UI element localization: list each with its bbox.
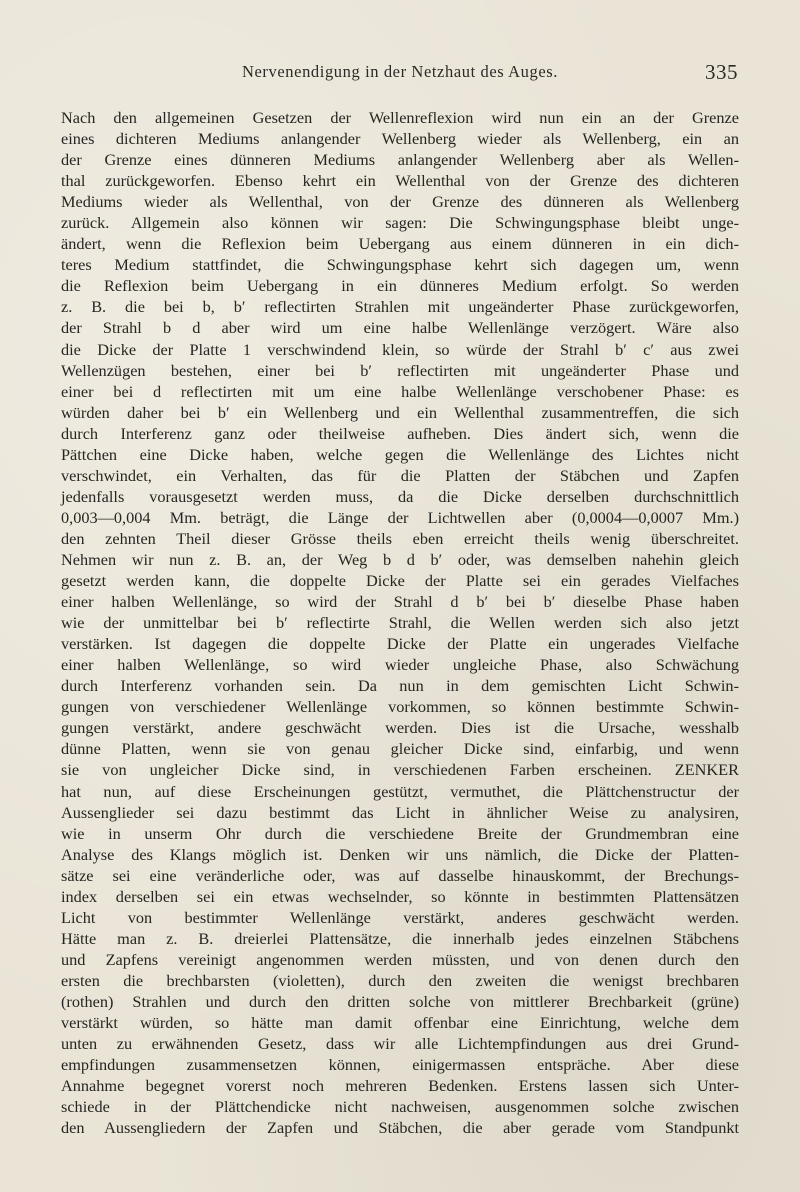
text-line: verstärkt würden, so hätte man damit offenbar eine Einrichtung, welche dem [61, 1013, 739, 1033]
text-line: die Dicke der Platte 1 verschwindend klein, so würde der Strahl b′ c′ aus zwei [61, 339, 739, 359]
text-line: dünne Platten, wenn sie von genau gleicher Dicke sind, einfarbig, und wenn [61, 739, 739, 759]
text-line: eines dichteren Mediums anlangender Wellenberg wieder als Wellenberg, ein an [61, 129, 739, 149]
text-line: ändert, wenn die Reflexion beim Uebergang aus einem dünneren in ein dich- [61, 234, 739, 254]
text-line: den Aussengliedern der Zapfen und Stäbchen, die aber gerade vom Standpunkt [61, 1118, 739, 1138]
text-line: schiede in der Plättchendicke nicht nachweisen, ausgenommen solche zwischen [61, 1097, 739, 1117]
text-line: jedenfalls vorausgesetzt werden muss, da die Dicke derselben durchschnittlich [61, 486, 739, 506]
text-line: hat nun, auf diese Erscheinungen gestützt, vermuthet, die Plättchenstructur der [61, 781, 739, 801]
text-line: die Reflexion beim Uebergang in ein dünneres Medium erfolgt. So werden [61, 276, 739, 296]
text-line: Hätte man z. B. dreierlei Plattensätze, die innerhalb jedes einzelnen Stäbchens [61, 928, 739, 948]
text-line: gungen verstärkt, andere geschwächt werden. Dies ist die Ursache, wesshalb [61, 718, 739, 738]
text-line: empfindungen zusammensetzen können, einigermassen entspräche. Aber diese [61, 1055, 739, 1075]
text-line: Wellenzügen bestehen, einer bei b′ reflectirten mit ungeänderter Phase und [61, 360, 739, 380]
text-line: sie von ungleicher Dicke sind, in verschiedenen Farben erscheinen. ZENKER [61, 760, 739, 780]
text-line: gungen von verschiedener Wellenlänge vorkommen, so können bestimmte Schwin- [61, 697, 739, 717]
text-line: wie der unmittelbar bei b′ reflectirte Strahl, die Wellen werden sich also jetzt [61, 613, 739, 633]
text-line: zurück. Allgemein also können wir sagen: Die Schwingungsphase bleibt unge- [61, 213, 739, 233]
text-line: thal zurückgeworfen. Ebenso kehrt ein Wellenthal von der Grenze des dichteren [61, 171, 739, 191]
body-text [61, 107, 739, 1138]
text-line: gesetzt werden kann, die doppelte Dicke der Platte sei ein gerades Vielfaches [61, 571, 739, 591]
text-line: (rothen) Strahlen und durch den dritten solche von mittlerer Brechbarkeit (grüne) [61, 991, 739, 1011]
text-line: der Grenze eines dünneren Mediums anlangender Wellenberg aber als Wellen- [61, 150, 739, 170]
text-line: einer halben Wellenlänge, so wird der Strahl d b′ bei b′ dieselbe Phase haben [61, 592, 739, 612]
text-line: teres Medium stattfindet, die Schwingungsphase kehrt sich dagegen um, wenn [61, 255, 739, 275]
text-line: 0,003—0,004 Mm. beträgt, die Länge der Lichtwellen aber (0,0004—0,0007 Mm.) [61, 507, 739, 527]
page-header [60, 62, 740, 88]
text-line: durch Interferenz vorhanden sein. Da nun in dem gemischten Licht Schwin- [61, 676, 739, 696]
text-line: Mediums wieder als Wellenthal, von der Grenze des dünneren als Wellenberg [61, 192, 739, 212]
text-line: würden daher bei b′ ein Wellenberg und ein Wellenthal zusammentreffen, die sich [61, 402, 739, 422]
text-line: unten zu erwähnenden Gesetz, dass wir alle Lichtempfindungen aus drei Grund- [61, 1034, 739, 1054]
running-title: Nervenendigung in der Netzhaut des Auges. [241, 62, 559, 81]
text-line: Analyse des Klangs möglich ist. Denken wir uns nämlich, die Dicke der Platten- [61, 844, 739, 864]
text-line: Licht von bestimmter Wellenlänge verstärkt, anderes geschwächt werden. [61, 907, 739, 927]
text-line: wie in unserm Ohr durch die verschiedene Breite der Grundmembran eine [61, 823, 739, 843]
text-line: durch Interferenz ganz oder theilweise aufheben. Dies ändert sich, wenn die [61, 423, 739, 443]
text-line: Pättchen eine Dicke haben, welche gegen die Wellenlänge des Lichtes nicht [61, 444, 739, 464]
text-line: sätze sei eine veränderliche oder, was auf dasselbe hinauskommt, der Brechungs- [61, 865, 739, 885]
page-number: 335 [705, 60, 738, 84]
text-line: index derselben sei ein etwas wechselnder, so könnte in bestimmten Plattensätzen [61, 886, 739, 906]
text-line: und Zapfens vereinigt angenommen werden müssten, und von denen durch den [61, 949, 739, 969]
text-line: der Strahl b d aber wird um eine halbe Wellenlänge verzögert. Wäre also [61, 318, 739, 338]
text-line: den zehnten Theil dieser Grösse theils eben erreicht theils wenig überschreitet. [61, 528, 739, 548]
text-line: Annahme begegnet vorerst noch mehreren Bedenken. Erstens lassen sich Unter- [61, 1076, 739, 1096]
text-line: einer halben Wellenlänge, so wird wieder ungleiche Phase, also Schwächung [61, 655, 739, 675]
text-line: z. B. die bei b, b′ reflectirten Strahlen mit ungeänderter Phase zurückgeworfen, [61, 297, 739, 317]
text-line: verschwindet, ein Verhalten, das für die Platten der Stäbchen und Zapfen [61, 465, 739, 485]
text-line: Nach den allgemeinen Gesetzen der Wellenreflexion wird nun ein an der Grenze [61, 108, 739, 127]
text-line: Nehmen wir nun z. B. an, der Weg b d b′ oder, was demselben nahehin gleich [61, 549, 739, 569]
text-line: verstärken. Ist dagegen die doppelte Dicke der Platte ein ungerades Vielfache [61, 634, 739, 654]
text-line: Aussenglieder sei dazu bestimmt das Licht in ähnlicher Weise zu analysiren, [61, 802, 739, 822]
text-line: einer bei d reflectirten mit um eine halbe Wellenlänge verschobener Phase: es [61, 381, 739, 401]
text-line: ersten die brechbarsten (violetten), durch den zweiten die wenigst brechbaren [61, 970, 739, 990]
